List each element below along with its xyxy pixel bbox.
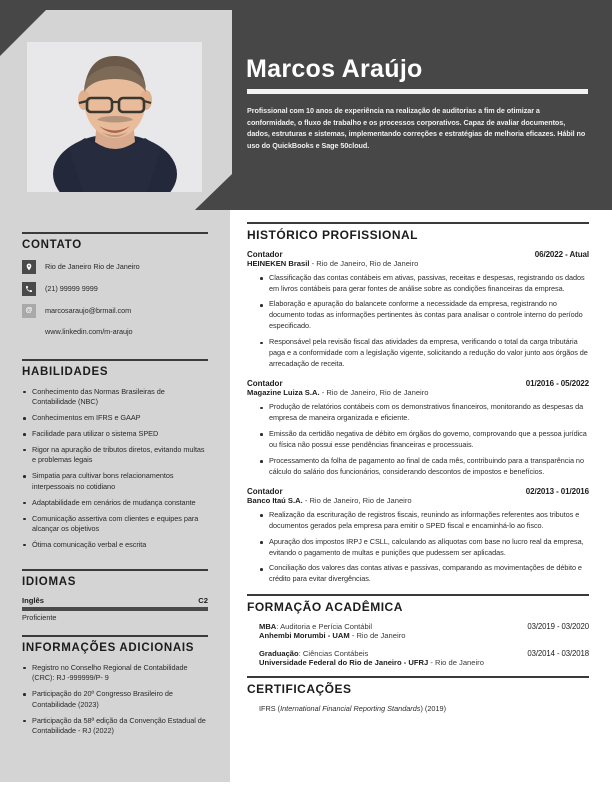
idiomas-heading: IDIOMAS bbox=[22, 575, 77, 588]
job-bullets bbox=[247, 402, 589, 478]
job-company bbox=[247, 259, 589, 268]
list-item: Simpatia para cultivar bons relacionamentos interpessoais no cotidiano bbox=[22, 471, 208, 492]
education-date: 03/2014 - 03/2018 bbox=[527, 648, 589, 658]
section-habilidades bbox=[22, 345, 208, 550]
certification-suffix: ) (2019) bbox=[420, 703, 447, 713]
page-title: Marcos Araújo bbox=[246, 55, 423, 83]
section-contato bbox=[22, 210, 208, 337]
education-date: 03/2019 - 03/2020 bbox=[527, 621, 589, 631]
photo-panel bbox=[0, 10, 232, 210]
list-item: Conhecimento das Normas Brasileiras de Contabilidade (NBC) bbox=[22, 387, 208, 408]
certification-prefix: IFRS ( bbox=[259, 703, 281, 713]
education-degree-field: : Auditoria e Perícia Contábil bbox=[276, 621, 373, 631]
list-item: Adaptabilidade em cenários de mudança constante bbox=[22, 498, 208, 508]
divider bbox=[22, 569, 208, 571]
section-formacao-academica bbox=[247, 594, 589, 667]
additional-list bbox=[22, 663, 208, 737]
education-school-name: Universidade Federal do Rio de Janeiro - UFRJ bbox=[259, 657, 429, 667]
historico-heading: HISTÓRICO PROFISSIONAL bbox=[247, 227, 419, 242]
list-item: Registro no Conselho Regional de Contabilidade (CRC): RJ -999999/P- 9 bbox=[22, 663, 208, 684]
email-icon: @ bbox=[22, 304, 36, 318]
job-location: - bbox=[309, 258, 317, 268]
contact-location bbox=[22, 260, 208, 274]
contact-phone-text: (21) 99999 9999 bbox=[45, 283, 98, 293]
certification-entry bbox=[247, 704, 589, 713]
list-item: Comunicação assertiva com clientes e equipes para alcançar os objetivos bbox=[22, 514, 208, 535]
job-bullets bbox=[247, 273, 589, 371]
list-item: Processamento da folha de pagamento ao final de cada mês, contribuindo para a transparência no cálculo do salário dos funcionários, considerando descontos de impostos e benefícios. bbox=[259, 456, 589, 478]
education-degree-field: : Ciências Contábeis bbox=[298, 648, 369, 658]
job-entry bbox=[247, 379, 589, 478]
job-location-text: Rio de Janeiro, Rio de Janeiro bbox=[309, 495, 412, 505]
sidebar bbox=[0, 210, 230, 782]
language-proficiency-fill bbox=[22, 607, 208, 611]
language-name: Inglês bbox=[22, 596, 44, 606]
education-degree-label: Graduação bbox=[259, 648, 299, 658]
list-item: Responsável pela revisão fiscal das atividades da empresa, verificando o total da carga tributária paga e a conformidade com a legislação vigente, solicitando a redução do valor junto aos órgãos de arrecadação de receita. bbox=[259, 337, 589, 370]
job-date: 02/2013 - 01/2016 bbox=[525, 486, 589, 496]
education-school bbox=[259, 631, 589, 640]
contact-linkedin[interactable] bbox=[22, 325, 208, 338]
language-item bbox=[22, 596, 208, 622]
list-item: Elaboração e apuração do balancete conforme a necessidade da empresa, registrando no documento todas as informações pertinentes às contas para analisar o controle interno do período especificado. bbox=[259, 299, 589, 332]
list-item: Ótima comunicação verbal e escrita bbox=[22, 540, 208, 550]
education-school bbox=[259, 658, 589, 667]
divider bbox=[247, 676, 589, 678]
section-certificacoes bbox=[247, 676, 589, 713]
job-company-name: Banco Itaú S.A. bbox=[247, 495, 303, 505]
divider bbox=[22, 635, 208, 637]
job-title: Contador bbox=[247, 379, 283, 389]
divider bbox=[22, 359, 208, 361]
divider bbox=[247, 222, 589, 224]
education-degree-label: MBA bbox=[259, 621, 277, 631]
list-item: Classificação das contas contábeis em ativas, passivas, receitas e despesas, registrando os dados em livros contábeis para gerar fontes de análise sobre as condições financeiras da empresa. bbox=[259, 273, 589, 295]
list-item: Facilidade para utilizar o sistema SPED bbox=[22, 429, 208, 439]
education-degree bbox=[259, 622, 372, 631]
contact-location-text: Rio de Janeiro Rio de Janeiro bbox=[45, 261, 140, 271]
contact-email-text: marcosaraujo@brmail.com bbox=[45, 305, 132, 315]
phone-icon bbox=[22, 282, 36, 296]
professional-summary: Profissional com 10 anos de experiência na realização de auditorias a fim de otimizar a conformidade, o fluxo de trabalho e os processos corporativos. Capaz de avaliar documentos, dados, estruturas e sistemas, implementando correções e estratégias de melhoria eficazes. Hábil no uso do QuickBooks e Sage 50cloud. bbox=[247, 106, 586, 150]
section-idiomas bbox=[22, 556, 208, 623]
language-proficiency-bar bbox=[22, 607, 208, 611]
job-location: - bbox=[302, 495, 310, 505]
contact-email[interactable] bbox=[22, 304, 208, 318]
section-informacoes-adicionais bbox=[22, 622, 208, 736]
main-content bbox=[247, 222, 589, 713]
certificacoes-heading: CERTIFICAÇÕES bbox=[247, 681, 352, 696]
education-degree bbox=[259, 649, 368, 658]
list-item: Apuração dos impostos IRPJ e CSLL, calculando as alíquotas com base no lucro real da empresa, evitando o pagamento de multas e punições que pudessem ser aplicadas. bbox=[259, 537, 589, 559]
list-item: Rigor na apuração de tributos diretos, evitando multas e problemas legais bbox=[22, 445, 208, 466]
list-item: Conciliação dos valores das contas ativas e passivas, comparando as movimentações de débito e crédito para evitar divergências. bbox=[259, 563, 589, 585]
section-historico-profissional bbox=[247, 222, 589, 585]
job-company bbox=[247, 388, 589, 397]
certification-fullname: International Financial Reporting Standards bbox=[280, 703, 421, 713]
job-date: 06/2022 - Atual bbox=[534, 249, 589, 259]
contato-heading: CONTATO bbox=[22, 239, 82, 251]
title-divider bbox=[247, 89, 588, 94]
education-location: - Rio de Janeiro bbox=[428, 657, 484, 667]
list-item: Participação do 20º Congresso Brasileiro de Contabilidade (2023) bbox=[22, 689, 208, 710]
skills-list bbox=[22, 387, 208, 551]
contact-phone bbox=[22, 282, 208, 296]
education-entry bbox=[247, 649, 589, 667]
job-entry bbox=[247, 250, 589, 371]
formacao-heading: FORMAÇÃO ACADÊMICA bbox=[247, 599, 403, 614]
job-location-text: Rio de Janeiro, Rio de Janeiro bbox=[326, 388, 429, 398]
list-item: Emissão da certidão negativa de débito em órgãos do governo, comprovando que a pessoa jurídica ou física não possui esse pendências financeiras e processuais. bbox=[259, 429, 589, 451]
job-location: - bbox=[319, 388, 327, 398]
job-location-text: Rio de Janeiro, Rio de Janeiro bbox=[316, 258, 419, 268]
profile-photo bbox=[27, 42, 202, 192]
divider bbox=[22, 232, 208, 234]
job-title: Contador bbox=[247, 249, 283, 259]
list-item: Produção de relatórios contábeis com os demonstrativos financeiros, monitorando as despesas da empresa de maneira organizada e eficiente. bbox=[259, 402, 589, 424]
list-item: Realização da escrituração de registros fiscais, reunindo as informações referentes aos tributos e documentos gerados pela empresa para emitir o SPED fiscal e encaminhá-lo ao fisco. bbox=[259, 510, 589, 532]
list-item: Conhecimentos em IFRS e GAAP bbox=[22, 413, 208, 423]
job-bullets bbox=[247, 510, 589, 586]
job-title: Contador bbox=[247, 486, 283, 496]
contact-linkedin-text: www.linkedin.com/m-araujo bbox=[45, 326, 133, 336]
job-entry bbox=[247, 487, 589, 586]
language-level-code: C2 bbox=[198, 596, 208, 606]
job-company-name: Magazine Luiza S.A. bbox=[247, 388, 320, 398]
header-banner bbox=[0, 0, 612, 210]
divider bbox=[247, 594, 589, 596]
job-company-name: HEINEKEN Brasil bbox=[247, 258, 310, 268]
location-pin-icon bbox=[22, 260, 36, 274]
job-company bbox=[247, 496, 589, 505]
habilidades-heading: HABILIDADES bbox=[22, 366, 109, 379]
language-level-label: Proficiente bbox=[22, 613, 57, 623]
education-school-name: Anhembi Morumbi - UAM bbox=[259, 630, 350, 640]
education-location: - Rio de Janeiro bbox=[349, 630, 406, 640]
list-item: Participação da 58ª edição da Convenção Estadual de Contabilidade - RJ (2022) bbox=[22, 716, 208, 737]
job-date: 01/2016 - 05/2022 bbox=[525, 379, 589, 389]
informacoes-heading: INFORMAÇÕES ADICIONAIS bbox=[22, 642, 195, 655]
education-entry bbox=[247, 622, 589, 640]
